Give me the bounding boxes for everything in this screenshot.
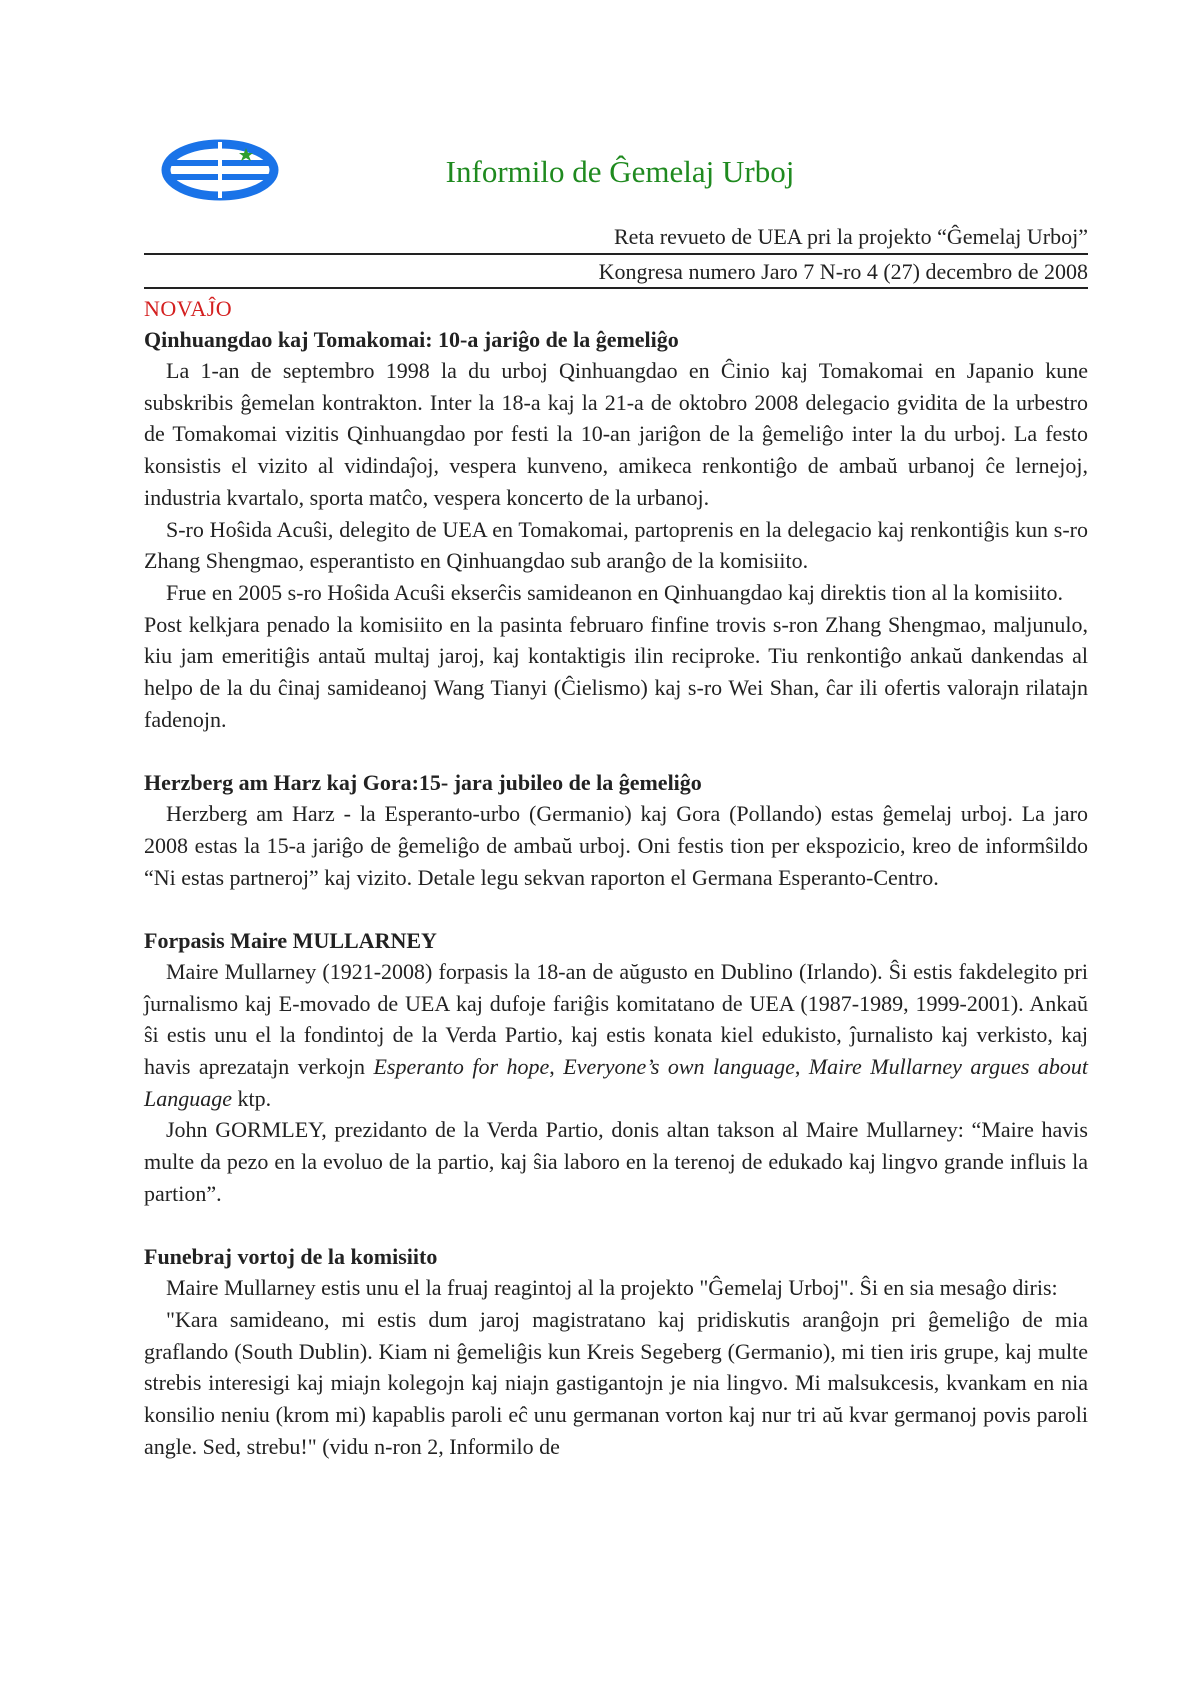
book-title-2: Everyone’s own language [563,1054,795,1080]
article-body [144,294,1088,1462]
newsletter-subtitle: Reta revueto de UEA pri la projekto “Ĝemelaj Urboj” [613,224,1088,249]
article-2-paragraph-1: Herzberg am Harz - la Esperanto-urbo (Germanio) kaj Gora (Pollando) estas ĝemelaj urboj. La jaro 2008 estas la 15-a jariĝo de ĝemeliĝo de ambaŭ urboj. Oni festis tion per ekspozicio, kreo de informŝildo “Ni estas partneroj” kaj vizito. Detale legu sekvan raporton el Germana Esperanto-Centro. [144,801,1088,890]
article-3-tail: ktp. [237,1085,272,1111]
header-rule-top [144,253,1088,255]
article-3-text: Maire Mullarney (1921-2008) forpasis la 18-an de aŭgusto en Dublino (Irlando). Ŝi estis fakdelegito pri ĵurnalismo kaj E-movado de UEA kaj dufoje fariĝis komitatano de UEA (1987-1989, 1999-2001). Ankaŭ ŝi estis unu el la fondintoj de la Verda Partio, kaj estis konata kiel edukisto, ĵurnalisto kaj verkisto, kaj havis aprezatajn verkojn [144,958,1088,1080]
article-3-paragraph-2: John GORMLEY, prezidanto de la Verda Partio, donis altan takson al Maire Mullarney: “Maire havis multe da pezo en la evoluo de la partio, kaj ŝia laboro en la terenoj de edukado kaj lingvo grande influis la partion”. [144,1117,1088,1206]
article-heading-2: Herzberg am Harz kaj Gora:15- jara jubileo de la ĝemeliĝo [144,770,702,796]
article-heading-4: Funebraj vortoj de la komisiito [144,1244,438,1270]
article-1-paragraph-2: S-ro Hoŝida Acuŝi, delegito de UEA en Tomakomai, partoprenis en la delegacio kaj renkontiĝis kun s-ro Zhang Shengmao, esperantisto en Qinhuangdao sub aranĝo de la komisiito. [144,516,1088,574]
article-1-paragraph-3: Frue en 2005 s-ro Hoŝida Acuŝi ekserĉis samideanon en Qinhuangdao kaj direktis tion al la komisiito. [166,579,1063,605]
article-heading-3: Forpasis Maire MULLARNEY [144,927,437,953]
book-title-1: Esperanto for hope [373,1054,550,1080]
section-label: NOVAĴO [144,296,233,321]
book-title-3: Maire Mullarney argues about Language [144,1054,1089,1111]
article-4-paragraph-1: Maire Mullarney estis unu el la fruaj reagintoj al la projekto "Ĝemelaj Urboj". Ŝi en sia mesaĝo diris: [166,1275,1058,1301]
article-1-paragraph-1: La 1-an de septembro 1998 la du urboj Qinhuangdao en Ĉinio kaj Tomakomai en Japanio kune subskribis ĝemelan kontrakton. Inter la 18-a kaj la 21-a de oktobro 2008 delegacio gvidita de la urbestro de Tomakomai vizitis Qinhuangdao por festi la 10-an jariĝon de la ĝemeliĝo inter la du urboj. La festo konsistis el vizito al vidindaĵoj, vespera kunveno, amikeca renkontiĝo de ambaŭ urbanoj ĉe lernejoj, industria kvartalo, sporta matĉo, vespera koncerto de la urbanoj. [144,358,1088,510]
newsletter-title: Informilo de Ĝemelaj Urboj [445,154,795,189]
issue-line: Kongresa numero Jaro 7 N-ro 4 (27) decembro de 2008 [598,259,1088,284]
header-rule-bottom [144,287,1088,289]
article-4-paragraph-2: "Kara samideano, mi estis dum jaroj magistratano kaj pridiskutis aranĝojn pri ĝemeliĝo de mia graflando (South Dublin). Kiam ni ĝemeliĝis kun Kreis Segeberg (Germanio), mi tien iris grupe, kaj multe strebis interesigi kaj miajn kolegojn kaj niajn gastigantojn je nia lingvo. Mi malsukcesis, kvankam en nia konsilio neniu (krom mi) kapablis paroli eĉ unu germanan vorton kaj nur tri aŭ kvar germanoj povis paroli angle. Sed, strebu!" (vidu n-ron 2, Informilo de [144,1306,1088,1459]
article-heading-1: Qinhuangdao kaj Tomakomai: 10-a jariĝo de la ĝemeliĝo [144,327,679,352]
article-1-paragraph-4: Post kelkjara penado la komisiito en la pasinta februaro finfine trovis s-ron Zhang Shengmao, maljunulo, kiu jam emeritiĝis antaŭ multaj jaroj, kaj kontaktigis ilin reciproke. Tiu renkontiĝo ankaŭ dankendas al helpo de la du ĉinaj samideanoj Wang Tianyi (Ĉielismo) kaj s-ro Wei Shan, ĉar ili ofertis valorajn rilatajn fadenojn. [144,611,1088,732]
article-3-paragraph-1: Maire Mullarney (1921-2008) forpasis la 18-an de aŭgusto en Dublino (Irlando). Ŝi estis fakdelegito pri ĵurnalismo kaj E-movado de UEA kaj dufoje fariĝis komitatano de UEA (1987-1989, 1999-2001). Ankaŭ ŝi estis unu el la fondintoj de la Verda Partio, kaj estis konata kiel edukisto, ĵurnalisto kaj verkisto, kaj havis aprezatajn verkojn Esperanto for hope, Everyone’s own language, Maire Mullarney argues about Language ktp. [144,958,1089,1111]
